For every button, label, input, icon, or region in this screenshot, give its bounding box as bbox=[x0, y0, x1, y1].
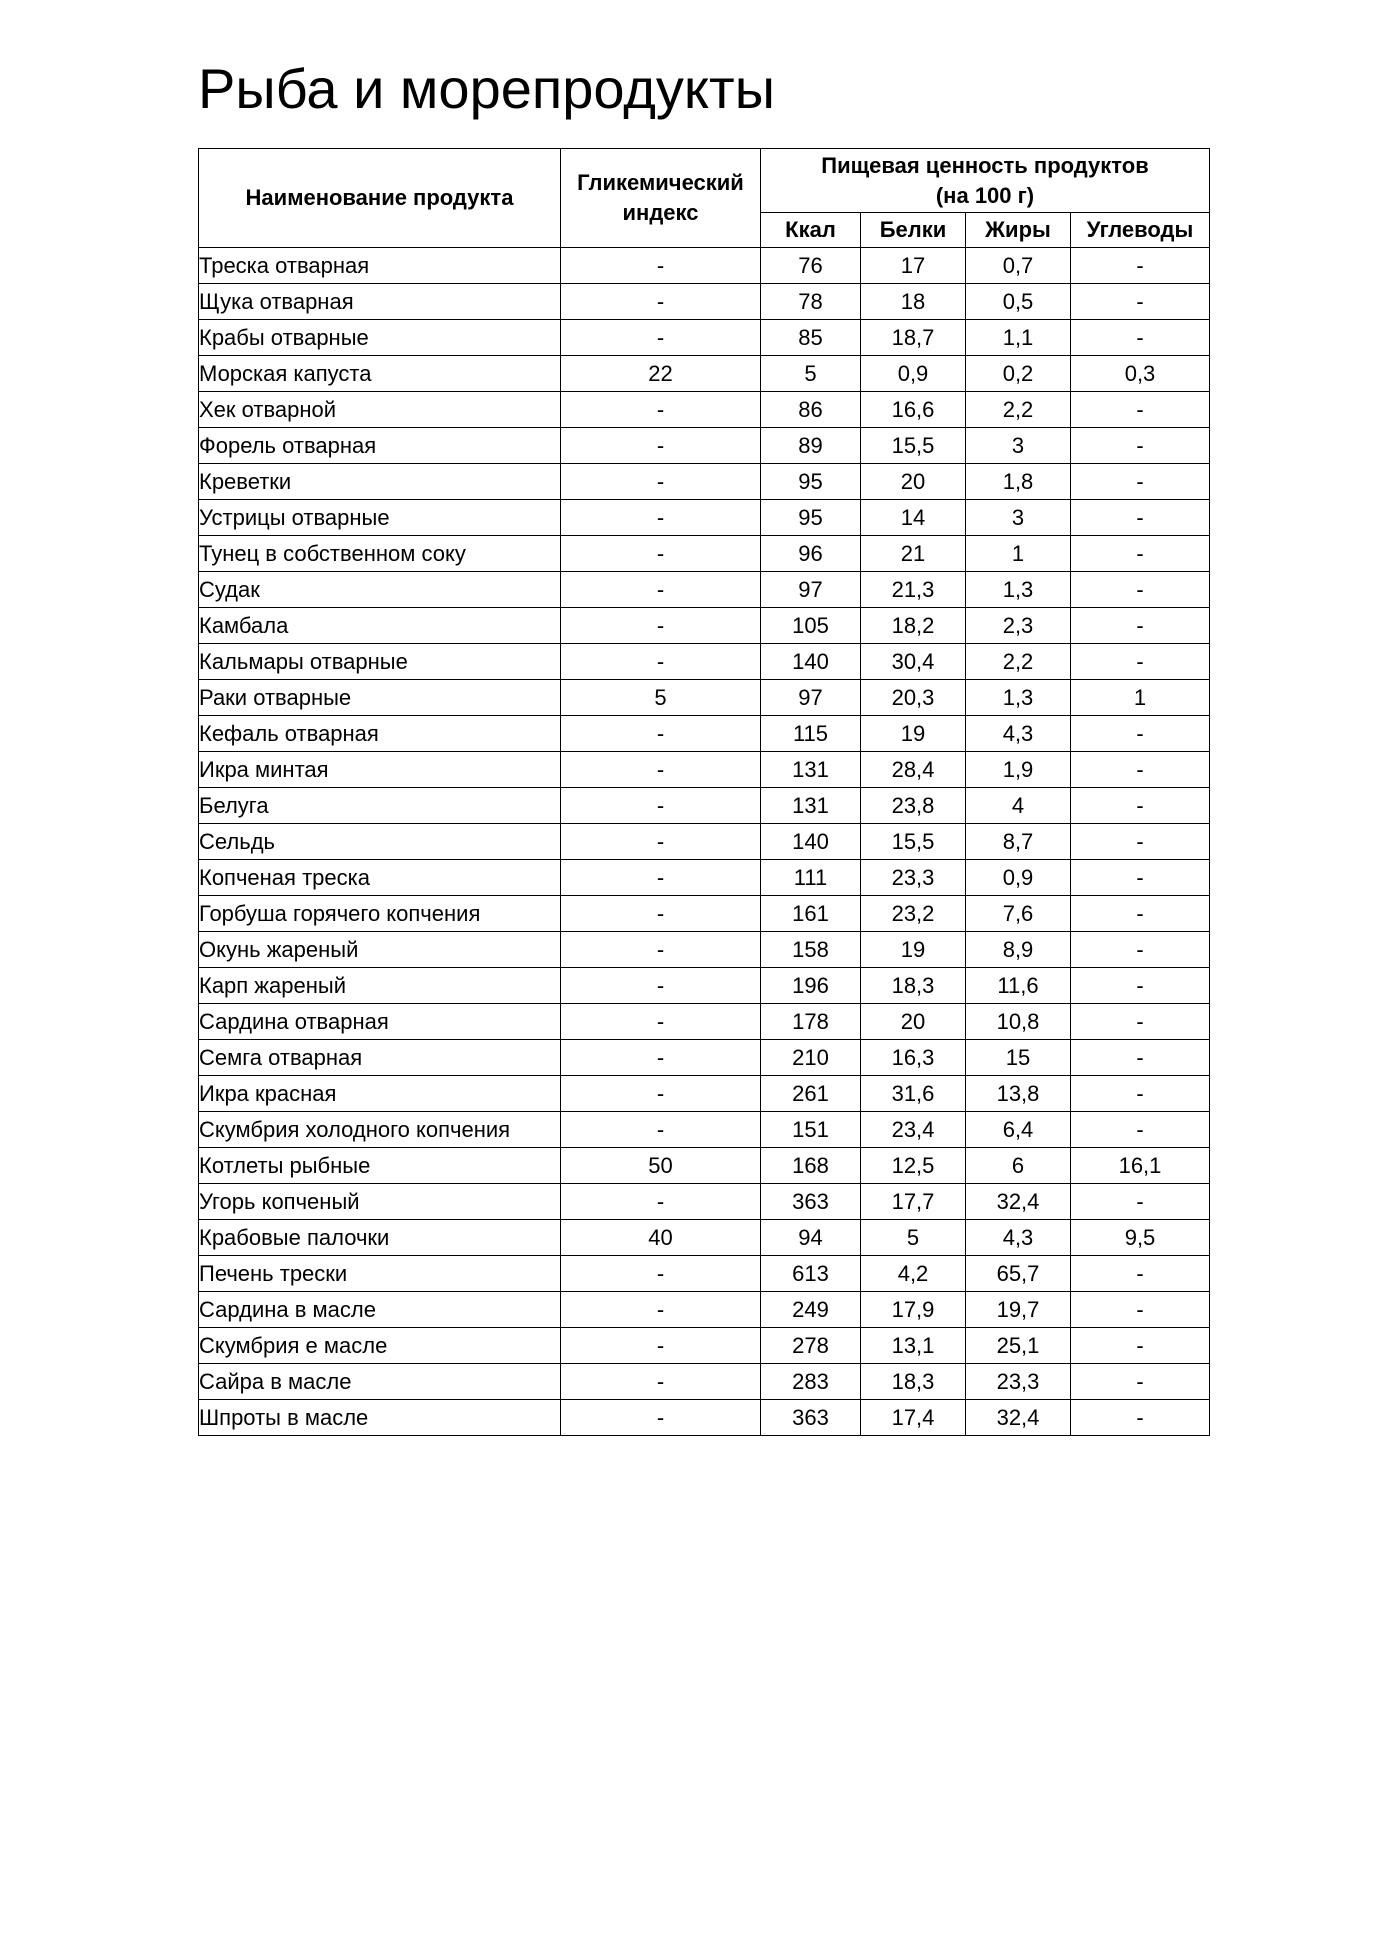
table-row bbox=[199, 896, 1210, 932]
protein-cell: 0,9 bbox=[861, 356, 966, 392]
table-row bbox=[199, 860, 1210, 896]
glycemic-index-cell: - bbox=[561, 752, 761, 788]
glycemic-index-cell: - bbox=[561, 1364, 761, 1400]
fat-cell: 2,3 bbox=[966, 608, 1071, 644]
product-name-cell: Икра красная bbox=[199, 1076, 561, 1112]
protein-cell: 30,4 bbox=[861, 644, 966, 680]
fat-cell: 2,2 bbox=[966, 392, 1071, 428]
carbs-cell: - bbox=[1071, 896, 1210, 932]
fat-cell: 23,3 bbox=[966, 1364, 1071, 1400]
glycemic-index-cell: 50 bbox=[561, 1148, 761, 1184]
protein-cell: 18,2 bbox=[861, 608, 966, 644]
glycemic-index-cell: - bbox=[561, 536, 761, 572]
kcal-cell: 131 bbox=[761, 788, 861, 824]
product-name-cell: Щука отварная bbox=[199, 284, 561, 320]
kcal-cell: 168 bbox=[761, 1148, 861, 1184]
carbs-cell: - bbox=[1071, 1040, 1210, 1076]
glycemic-index-cell: - bbox=[561, 824, 761, 860]
product-name-cell: Сардина в масле bbox=[199, 1292, 561, 1328]
table-row bbox=[199, 1364, 1210, 1400]
protein-cell: 17 bbox=[861, 248, 966, 284]
glycemic-index-cell: - bbox=[561, 392, 761, 428]
kcal-cell: 96 bbox=[761, 536, 861, 572]
product-name-cell: Раки отварные bbox=[199, 680, 561, 716]
protein-cell: 17,9 bbox=[861, 1292, 966, 1328]
glycemic-index-cell: - bbox=[561, 284, 761, 320]
carbs-cell: - bbox=[1071, 284, 1210, 320]
table-row bbox=[199, 428, 1210, 464]
header-glycemic-index: Гликемический индекс bbox=[561, 149, 761, 248]
table-row bbox=[199, 248, 1210, 284]
kcal-cell: 210 bbox=[761, 1040, 861, 1076]
kcal-cell: 249 bbox=[761, 1292, 861, 1328]
glycemic-index-cell: - bbox=[561, 932, 761, 968]
carbs-cell: - bbox=[1071, 320, 1210, 356]
fat-cell: 19,7 bbox=[966, 1292, 1071, 1328]
table-row bbox=[199, 464, 1210, 500]
table-row bbox=[199, 1148, 1210, 1184]
protein-cell: 15,5 bbox=[861, 428, 966, 464]
product-name-cell: Сельдь bbox=[199, 824, 561, 860]
kcal-cell: 158 bbox=[761, 932, 861, 968]
fat-cell: 10,8 bbox=[966, 1004, 1071, 1040]
protein-cell: 23,2 bbox=[861, 896, 966, 932]
carbs-cell: - bbox=[1071, 392, 1210, 428]
table-row bbox=[199, 752, 1210, 788]
product-name-cell: Морская капуста bbox=[199, 356, 561, 392]
fat-cell: 65,7 bbox=[966, 1256, 1071, 1292]
carbs-cell: - bbox=[1071, 716, 1210, 752]
kcal-cell: 95 bbox=[761, 500, 861, 536]
header-product-name: Наименование продукта bbox=[199, 149, 561, 248]
protein-cell: 12,5 bbox=[861, 1148, 966, 1184]
product-name-cell: Судак bbox=[199, 572, 561, 608]
carbs-cell: 1 bbox=[1071, 680, 1210, 716]
kcal-cell: 76 bbox=[761, 248, 861, 284]
fat-cell: 8,9 bbox=[966, 932, 1071, 968]
glycemic-index-cell: - bbox=[561, 1400, 761, 1436]
product-name-cell: Камбала bbox=[199, 608, 561, 644]
fat-cell: 4,3 bbox=[966, 1220, 1071, 1256]
fat-cell: 11,6 bbox=[966, 968, 1071, 1004]
fat-cell: 1 bbox=[966, 536, 1071, 572]
glycemic-index-cell: - bbox=[561, 1004, 761, 1040]
kcal-cell: 161 bbox=[761, 896, 861, 932]
protein-cell: 17,4 bbox=[861, 1400, 966, 1436]
table-row bbox=[199, 680, 1210, 716]
protein-cell: 21,3 bbox=[861, 572, 966, 608]
kcal-cell: 278 bbox=[761, 1328, 861, 1364]
fat-cell: 1,8 bbox=[966, 464, 1071, 500]
table-row bbox=[199, 716, 1210, 752]
product-name-cell: Шпроты в масле bbox=[199, 1400, 561, 1436]
glycemic-index-cell: - bbox=[561, 1328, 761, 1364]
fat-cell: 7,6 bbox=[966, 896, 1071, 932]
header-carbs: Углеводы bbox=[1071, 213, 1210, 248]
carbs-cell: - bbox=[1071, 968, 1210, 1004]
table-row bbox=[199, 320, 1210, 356]
product-name-cell: Кальмары отварные bbox=[199, 644, 561, 680]
product-name-cell: Тунец в собственном соку bbox=[199, 536, 561, 572]
kcal-cell: 283 bbox=[761, 1364, 861, 1400]
protein-cell: 20,3 bbox=[861, 680, 966, 716]
carbs-cell: - bbox=[1071, 1112, 1210, 1148]
product-name-cell: Икра минтая bbox=[199, 752, 561, 788]
fat-cell: 1,1 bbox=[966, 320, 1071, 356]
carbs-cell: - bbox=[1071, 428, 1210, 464]
table-row bbox=[199, 1184, 1210, 1220]
table-row bbox=[199, 284, 1210, 320]
product-name-cell: Сайра в масле bbox=[199, 1364, 561, 1400]
protein-cell: 16,3 bbox=[861, 1040, 966, 1076]
fat-cell: 4 bbox=[966, 788, 1071, 824]
protein-cell: 17,7 bbox=[861, 1184, 966, 1220]
carbs-cell: 16,1 bbox=[1071, 1148, 1210, 1184]
glycemic-index-cell: - bbox=[561, 572, 761, 608]
product-name-cell: Карп жареный bbox=[199, 968, 561, 1004]
table-row bbox=[199, 968, 1210, 1004]
kcal-cell: 97 bbox=[761, 572, 861, 608]
table-row bbox=[199, 536, 1210, 572]
protein-cell: 21 bbox=[861, 536, 966, 572]
protein-cell: 13,1 bbox=[861, 1328, 966, 1364]
table-row bbox=[199, 1256, 1210, 1292]
fat-cell: 2,2 bbox=[966, 644, 1071, 680]
carbs-cell: - bbox=[1071, 752, 1210, 788]
fat-cell: 1,9 bbox=[966, 752, 1071, 788]
fat-cell: 3 bbox=[966, 428, 1071, 464]
protein-cell: 23,4 bbox=[861, 1112, 966, 1148]
table-row bbox=[199, 1040, 1210, 1076]
protein-cell: 15,5 bbox=[861, 824, 966, 860]
kcal-cell: 95 bbox=[761, 464, 861, 500]
kcal-cell: 261 bbox=[761, 1076, 861, 1112]
table-row bbox=[199, 788, 1210, 824]
header-nutrition-group bbox=[761, 149, 1210, 213]
carbs-cell: - bbox=[1071, 788, 1210, 824]
fat-cell: 0,2 bbox=[966, 356, 1071, 392]
product-name-cell: Устрицы отварные bbox=[199, 500, 561, 536]
protein-cell: 19 bbox=[861, 716, 966, 752]
kcal-cell: 363 bbox=[761, 1400, 861, 1436]
glycemic-index-cell: - bbox=[561, 788, 761, 824]
carbs-cell: - bbox=[1071, 464, 1210, 500]
fat-cell: 25,1 bbox=[966, 1328, 1071, 1364]
product-name-cell: Хек отварной bbox=[199, 392, 561, 428]
carbs-cell: - bbox=[1071, 1328, 1210, 1364]
protein-cell: 18,3 bbox=[861, 968, 966, 1004]
product-name-cell: Котлеты рыбные bbox=[199, 1148, 561, 1184]
kcal-cell: 131 bbox=[761, 752, 861, 788]
kcal-cell: 97 bbox=[761, 680, 861, 716]
protein-cell: 19 bbox=[861, 932, 966, 968]
carbs-cell: - bbox=[1071, 608, 1210, 644]
carbs-cell: - bbox=[1071, 1076, 1210, 1112]
table-row bbox=[199, 824, 1210, 860]
glycemic-index-cell: - bbox=[561, 248, 761, 284]
glycemic-index-cell: - bbox=[561, 1040, 761, 1076]
fat-cell: 0,7 bbox=[966, 248, 1071, 284]
product-name-cell: Форель отварная bbox=[199, 428, 561, 464]
glycemic-index-cell: - bbox=[561, 1184, 761, 1220]
carbs-cell: - bbox=[1071, 824, 1210, 860]
protein-cell: 31,6 bbox=[861, 1076, 966, 1112]
carbs-cell: - bbox=[1071, 536, 1210, 572]
glycemic-index-cell: - bbox=[561, 644, 761, 680]
header-protein: Белки bbox=[861, 213, 966, 248]
kcal-cell: 363 bbox=[761, 1184, 861, 1220]
header-kcal: Ккал bbox=[761, 213, 861, 248]
fat-cell: 3 bbox=[966, 500, 1071, 536]
glycemic-index-cell: 22 bbox=[561, 356, 761, 392]
glycemic-index-cell: - bbox=[561, 1112, 761, 1148]
header-fat: Жиры bbox=[966, 213, 1071, 248]
fat-cell: 15 bbox=[966, 1040, 1071, 1076]
kcal-cell: 140 bbox=[761, 644, 861, 680]
product-name-cell: Крабы отварные bbox=[199, 320, 561, 356]
fat-cell: 1,3 bbox=[966, 572, 1071, 608]
table-row bbox=[199, 1076, 1210, 1112]
fat-cell: 13,8 bbox=[966, 1076, 1071, 1112]
fat-cell: 8,7 bbox=[966, 824, 1071, 860]
header-nutrition-title: Пищевая ценность продуктов bbox=[821, 152, 1149, 178]
carbs-cell: 9,5 bbox=[1071, 1220, 1210, 1256]
product-name-cell: Горбуша горячего копчения bbox=[199, 896, 561, 932]
table-row bbox=[199, 644, 1210, 680]
glycemic-index-cell: - bbox=[561, 320, 761, 356]
kcal-cell: 86 bbox=[761, 392, 861, 428]
product-name-cell: Креветки bbox=[199, 464, 561, 500]
glycemic-index-cell: - bbox=[561, 896, 761, 932]
nutrition-table bbox=[198, 148, 1210, 1436]
product-name-cell: Кефаль отварная bbox=[199, 716, 561, 752]
fat-cell: 1,3 bbox=[966, 680, 1071, 716]
kcal-cell: 178 bbox=[761, 1004, 861, 1040]
glycemic-index-cell: - bbox=[561, 1292, 761, 1328]
glycemic-index-cell: - bbox=[561, 716, 761, 752]
header-nutrition-unit: (на 100 г) bbox=[935, 182, 1035, 208]
table-row bbox=[199, 608, 1210, 644]
kcal-cell: 78 bbox=[761, 284, 861, 320]
kcal-cell: 115 bbox=[761, 716, 861, 752]
table-row bbox=[199, 572, 1210, 608]
table-row bbox=[199, 356, 1210, 392]
table-row bbox=[199, 1328, 1210, 1364]
carbs-cell: - bbox=[1071, 1400, 1210, 1436]
table-row bbox=[199, 1112, 1210, 1148]
carbs-cell: - bbox=[1071, 1364, 1210, 1400]
kcal-cell: 111 bbox=[761, 860, 861, 896]
table-row bbox=[199, 932, 1210, 968]
glycemic-index-cell: - bbox=[561, 860, 761, 896]
glycemic-index-cell: - bbox=[561, 1076, 761, 1112]
protein-cell: 18,7 bbox=[861, 320, 966, 356]
protein-cell: 20 bbox=[861, 1004, 966, 1040]
product-name-cell: Белуга bbox=[199, 788, 561, 824]
carbs-cell: - bbox=[1071, 1292, 1210, 1328]
table-row bbox=[199, 392, 1210, 428]
carbs-cell: - bbox=[1071, 572, 1210, 608]
glycemic-index-cell: - bbox=[561, 608, 761, 644]
glycemic-index-cell: - bbox=[561, 1256, 761, 1292]
carbs-cell: - bbox=[1071, 500, 1210, 536]
protein-cell: 23,8 bbox=[861, 788, 966, 824]
protein-cell: 18 bbox=[861, 284, 966, 320]
fat-cell: 0,5 bbox=[966, 284, 1071, 320]
glycemic-index-cell: - bbox=[561, 428, 761, 464]
carbs-cell: 0,3 bbox=[1071, 356, 1210, 392]
table-row bbox=[199, 1400, 1210, 1436]
kcal-cell: 5 bbox=[761, 356, 861, 392]
carbs-cell: - bbox=[1071, 248, 1210, 284]
kcal-cell: 89 bbox=[761, 428, 861, 464]
table-header bbox=[199, 149, 1210, 248]
product-name-cell: Треска отварная bbox=[199, 248, 561, 284]
fat-cell: 6,4 bbox=[966, 1112, 1071, 1148]
fat-cell: 0,9 bbox=[966, 860, 1071, 896]
glycemic-index-cell: - bbox=[561, 500, 761, 536]
carbs-cell: - bbox=[1071, 644, 1210, 680]
protein-cell: 23,3 bbox=[861, 860, 966, 896]
product-name-cell: Скумбрия е масле bbox=[199, 1328, 561, 1364]
protein-cell: 4,2 bbox=[861, 1256, 966, 1292]
product-name-cell: Семга отварная bbox=[199, 1040, 561, 1076]
kcal-cell: 94 bbox=[761, 1220, 861, 1256]
table-row bbox=[199, 500, 1210, 536]
product-name-cell: Окунь жареный bbox=[199, 932, 561, 968]
carbs-cell: - bbox=[1071, 1256, 1210, 1292]
kcal-cell: 85 bbox=[761, 320, 861, 356]
table-row bbox=[199, 1292, 1210, 1328]
table-row bbox=[199, 1220, 1210, 1256]
carbs-cell: - bbox=[1071, 1184, 1210, 1220]
kcal-cell: 196 bbox=[761, 968, 861, 1004]
kcal-cell: 140 bbox=[761, 824, 861, 860]
protein-cell: 5 bbox=[861, 1220, 966, 1256]
carbs-cell: - bbox=[1071, 932, 1210, 968]
product-name-cell: Крабовые палочки bbox=[199, 1220, 561, 1256]
carbs-cell: - bbox=[1071, 860, 1210, 896]
protein-cell: 14 bbox=[861, 500, 966, 536]
kcal-cell: 151 bbox=[761, 1112, 861, 1148]
glycemic-index-cell: 5 bbox=[561, 680, 761, 716]
product-name-cell: Скумбрия холодного копчения bbox=[199, 1112, 561, 1148]
glycemic-index-cell: - bbox=[561, 968, 761, 1004]
fat-cell: 32,4 bbox=[966, 1400, 1071, 1436]
fat-cell: 32,4 bbox=[966, 1184, 1071, 1220]
protein-cell: 16,6 bbox=[861, 392, 966, 428]
product-name-cell: Сардина отварная bbox=[199, 1004, 561, 1040]
table-row bbox=[199, 1004, 1210, 1040]
glycemic-index-cell: 40 bbox=[561, 1220, 761, 1256]
fat-cell: 4,3 bbox=[966, 716, 1071, 752]
product-name-cell: Угорь копченый bbox=[199, 1184, 561, 1220]
protein-cell: 20 bbox=[861, 464, 966, 500]
kcal-cell: 105 bbox=[761, 608, 861, 644]
protein-cell: 18,3 bbox=[861, 1364, 966, 1400]
glycemic-index-cell: - bbox=[561, 464, 761, 500]
fat-cell: 6 bbox=[966, 1148, 1071, 1184]
kcal-cell: 613 bbox=[761, 1256, 861, 1292]
page-title: Рыба и морепродукты bbox=[198, 57, 775, 120]
product-name-cell: Копченая треска bbox=[199, 860, 561, 896]
product-name-cell: Печень трески bbox=[199, 1256, 561, 1292]
table-body bbox=[199, 248, 1210, 1436]
protein-cell: 28,4 bbox=[861, 752, 966, 788]
carbs-cell: - bbox=[1071, 1004, 1210, 1040]
